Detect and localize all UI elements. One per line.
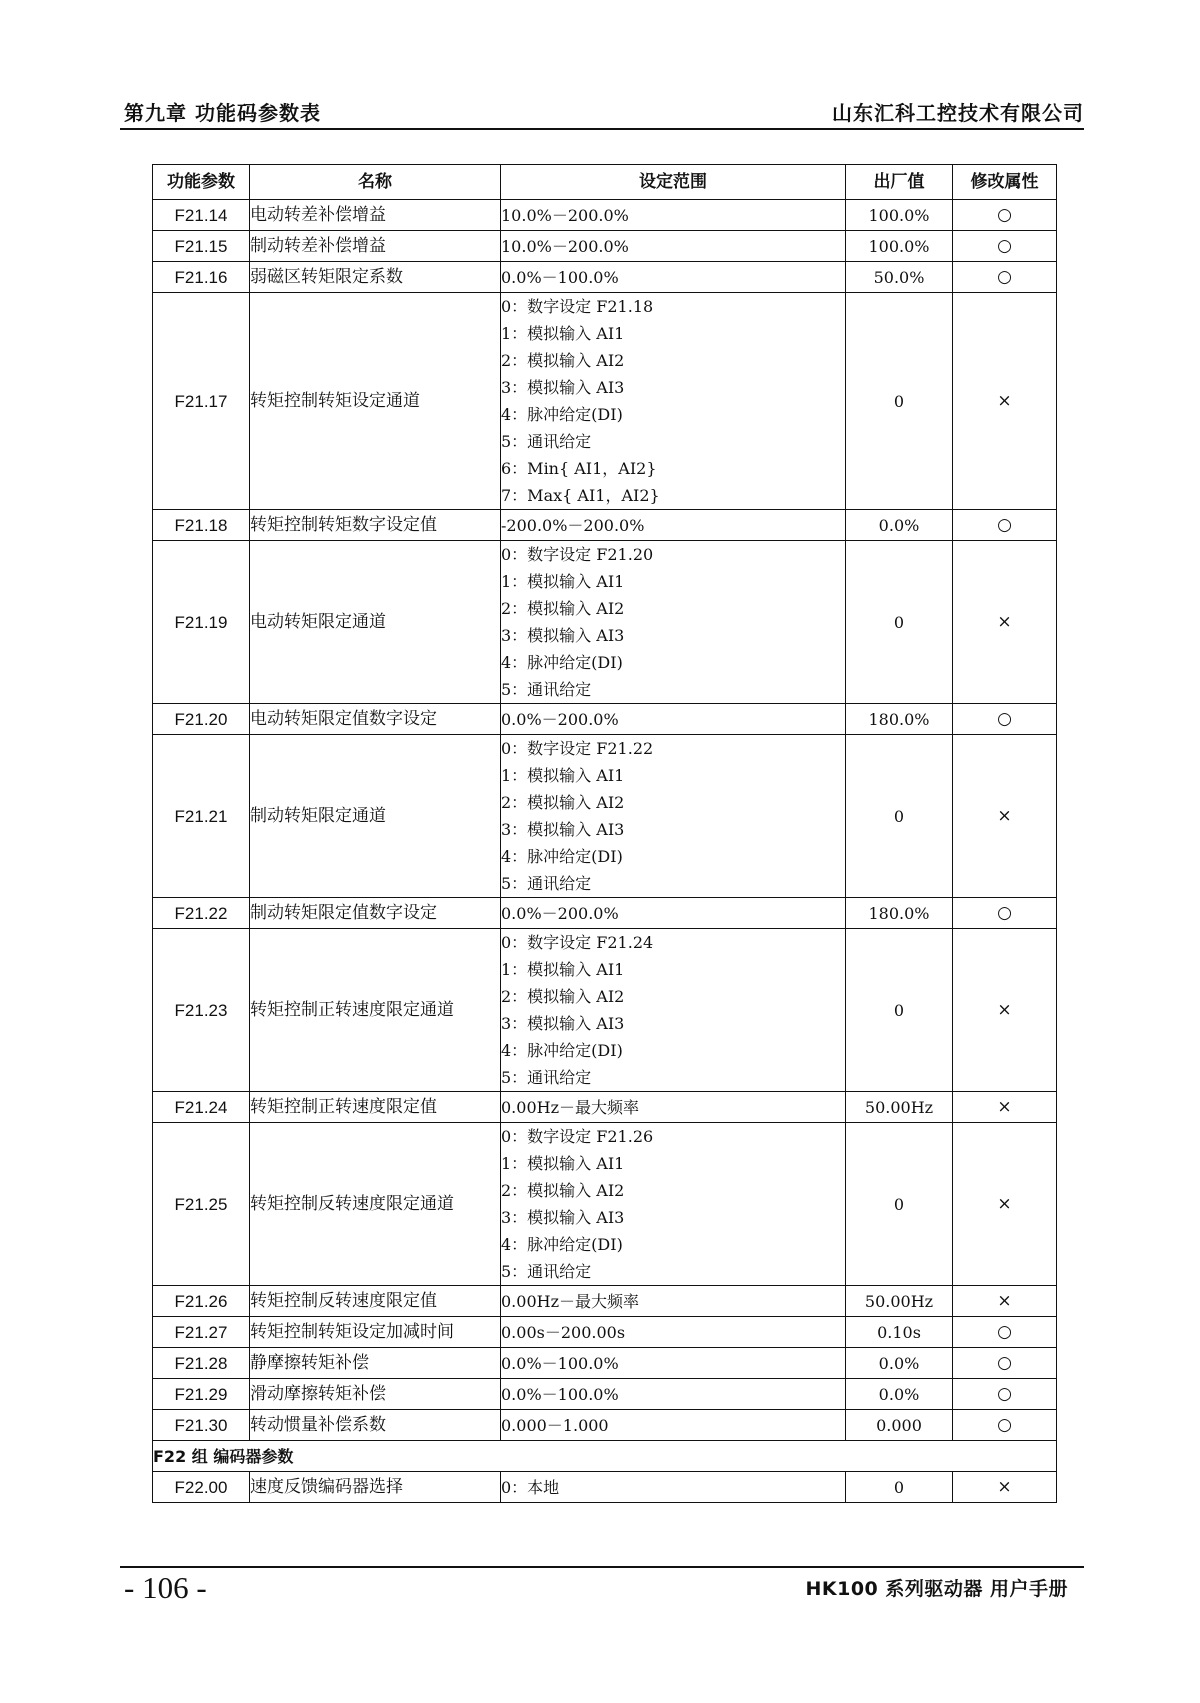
range-option: 4：脉冲给定(DI) [501, 1235, 623, 1254]
param-attribute: ○ [953, 262, 1057, 293]
table-header-row [153, 165, 1057, 200]
parameter-table [152, 164, 1057, 1503]
param-default: 50.00Hz [846, 1092, 953, 1123]
param-range [501, 1123, 846, 1286]
group-row [153, 1441, 1057, 1472]
param-name: 转矩控制反转速度限定通道 [250, 1123, 501, 1286]
param-range [501, 1379, 846, 1410]
param-range [501, 735, 846, 898]
param-code: F21.25 [153, 1123, 250, 1286]
param-range [501, 200, 846, 231]
column-header: 设定范围 [501, 165, 846, 200]
table-row [153, 1379, 1057, 1410]
param-name: 转矩控制转矩设定通道 [250, 293, 501, 510]
table-row [153, 293, 1057, 510]
range-option: 2：模拟输入 AI2 [501, 599, 625, 618]
param-name: 转矩控制转矩数字设定值 [250, 510, 501, 541]
range-option: 3：模拟输入 AI3 [501, 378, 625, 397]
param-code: F21.19 [153, 541, 250, 704]
param-code: F21.27 [153, 1317, 250, 1348]
table-row [153, 1410, 1057, 1441]
range-option: 4：脉冲给定(DI) [501, 653, 623, 672]
chapter-title: 第九章 功能码参数表 [124, 101, 321, 125]
param-default: 0 [846, 293, 953, 510]
param-attribute: × [953, 1286, 1057, 1317]
param-default: 180.0% [846, 704, 953, 735]
param-attribute: × [953, 1123, 1057, 1286]
param-attribute: ○ [953, 1348, 1057, 1379]
param-default: 100.0% [846, 200, 953, 231]
param-code: F21.22 [153, 898, 250, 929]
table-body [153, 200, 1057, 1441]
param-range [501, 898, 846, 929]
table-row [153, 704, 1057, 735]
range-option: 2：模拟输入 AI2 [501, 1181, 625, 1200]
range-option: 3：模拟输入 AI3 [501, 1208, 625, 1227]
param-default: 50.0% [846, 262, 953, 293]
range-option: 2：模拟输入 AI2 [501, 351, 625, 370]
range-option: 7：Max{ AI1，AI2} [501, 486, 660, 505]
param-range [501, 1472, 846, 1503]
param-default: 0.0% [846, 1379, 953, 1410]
company-name: 山东汇科工控技术有限公司 [832, 101, 1084, 125]
range-option: 3：模拟输入 AI3 [501, 820, 625, 839]
range-option: 0.00Hz－最大频率 [501, 1291, 640, 1311]
header-rule [120, 128, 1084, 130]
param-attribute: ○ [953, 231, 1057, 262]
table-row [153, 231, 1057, 262]
param-range [501, 704, 846, 735]
range-option: 5：通讯给定 [501, 432, 592, 451]
range-option: -200.0%－200.0% [501, 515, 645, 535]
table-row [153, 1472, 1057, 1503]
param-code: F21.14 [153, 200, 250, 231]
range-option: 5：通讯给定 [501, 1068, 592, 1087]
range-option: 4：脉冲给定(DI) [501, 847, 623, 866]
range-option: 2：模拟输入 AI2 [501, 793, 625, 812]
param-attribute: ○ [953, 1317, 1057, 1348]
table-row [153, 1092, 1057, 1123]
range-option: 0.0%－100.0% [501, 1353, 619, 1373]
group-label: F22 组 编码器参数 [153, 1441, 1057, 1472]
param-code: F21.16 [153, 262, 250, 293]
range-option: 0.00s－200.00s [501, 1322, 626, 1342]
param-name: 电动转矩限定值数字设定 [250, 704, 501, 735]
param-range [501, 510, 846, 541]
table-body [153, 1472, 1057, 1503]
param-default: 180.0% [846, 898, 953, 929]
param-code: F21.17 [153, 293, 250, 510]
param-attribute: ○ [953, 1379, 1057, 1410]
param-range [501, 231, 846, 262]
table-row [153, 1317, 1057, 1348]
param-range [501, 929, 846, 1092]
param-attribute: ○ [953, 1410, 1057, 1441]
param-code: F22.00 [153, 1472, 250, 1503]
param-attribute: ○ [953, 200, 1057, 231]
param-name: 滑动摩擦转矩补偿 [250, 1379, 501, 1410]
param-name: 电动转差补偿增益 [250, 200, 501, 231]
param-name: 转矩控制正转速度限定值 [250, 1092, 501, 1123]
param-code: F21.20 [153, 704, 250, 735]
param-attribute: × [953, 293, 1057, 510]
param-code: F21.15 [153, 231, 250, 262]
range-option: 0：数字设定 F21.20 [501, 545, 654, 564]
param-name: 弱磁区转矩限定系数 [250, 262, 501, 293]
range-option: 3：模拟输入 AI3 [501, 626, 625, 645]
param-attribute: × [953, 735, 1057, 898]
range-option: 1：模拟输入 AI1 [501, 1154, 625, 1173]
range-option: 0：数字设定 F21.22 [501, 739, 654, 758]
param-code: F21.29 [153, 1379, 250, 1410]
range-option: 0：数字设定 F21.24 [501, 933, 654, 952]
param-default: 0.000 [846, 1410, 953, 1441]
param-range [501, 1317, 846, 1348]
table-row [153, 1286, 1057, 1317]
range-option: 0：数字设定 F21.26 [501, 1127, 654, 1146]
footer-rule [120, 1566, 1084, 1568]
param-default: 0 [846, 735, 953, 898]
range-option: 0.0%－100.0% [501, 267, 619, 287]
range-option: 0.000－1.000 [501, 1415, 609, 1435]
column-header: 名称 [250, 165, 501, 200]
param-attribute: ○ [953, 704, 1057, 735]
range-option: 1：模拟输入 AI1 [501, 766, 625, 785]
param-code: F21.26 [153, 1286, 250, 1317]
param-default: 0.0% [846, 510, 953, 541]
range-option: 0.0%－200.0% [501, 709, 619, 729]
table-row [153, 1348, 1057, 1379]
param-name: 速度反馈编码器选择 [250, 1472, 501, 1503]
param-name: 转矩控制转矩设定加减时间 [250, 1317, 501, 1348]
param-default: 0 [846, 541, 953, 704]
param-default: 100.0% [846, 231, 953, 262]
param-attribute: ○ [953, 898, 1057, 929]
param-name: 制动转差补偿增益 [250, 231, 501, 262]
param-attribute: × [953, 929, 1057, 1092]
param-code: F21.23 [153, 929, 250, 1092]
range-option: 4：脉冲给定(DI) [501, 1041, 623, 1060]
param-code: F21.18 [153, 510, 250, 541]
table-row [153, 262, 1057, 293]
param-range [501, 1092, 846, 1123]
param-name: 静摩擦转矩补偿 [250, 1348, 501, 1379]
range-option: 1：模拟输入 AI1 [501, 960, 625, 979]
range-option: 1：模拟输入 AI1 [501, 324, 625, 343]
range-option: 10.0%－200.0% [501, 236, 629, 256]
range-option: 3：模拟输入 AI3 [501, 1014, 625, 1033]
param-default: 0 [846, 1123, 953, 1286]
param-attribute: × [953, 1472, 1057, 1503]
param-code: F21.24 [153, 1092, 250, 1123]
param-default: 0 [846, 1472, 953, 1503]
column-header: 出厂值 [846, 165, 953, 200]
param-name: 电动转矩限定通道 [250, 541, 501, 704]
range-option: 0：数字设定 F21.18 [501, 297, 654, 316]
param-code: F21.21 [153, 735, 250, 898]
manual-title: HK100 系列驱动器 用户手册 [805, 1578, 1068, 1600]
param-name: 制动转矩限定值数字设定 [250, 898, 501, 929]
range-option: 5：通讯给定 [501, 680, 592, 699]
table-row [153, 510, 1057, 541]
column-header: 修改属性 [953, 165, 1057, 200]
range-option: 0.0%－100.0% [501, 1384, 619, 1404]
param-default: 0 [846, 929, 953, 1092]
param-attribute: × [953, 541, 1057, 704]
range-option: 0.00Hz－最大频率 [501, 1097, 640, 1117]
param-range [501, 541, 846, 704]
table-row [153, 1123, 1057, 1286]
param-name: 转矩控制反转速度限定值 [250, 1286, 501, 1317]
group-section [153, 1441, 1057, 1472]
range-option: 1：模拟输入 AI1 [501, 572, 625, 591]
table-row [153, 200, 1057, 231]
param-range [501, 293, 846, 510]
range-option: 0：本地 [501, 1477, 560, 1497]
param-attribute: ○ [953, 510, 1057, 541]
column-header: 功能参数 [153, 165, 250, 200]
param-code: F21.30 [153, 1410, 250, 1441]
param-default: 50.00Hz [846, 1286, 953, 1317]
param-name: 转动惯量补偿系数 [250, 1410, 501, 1441]
table-row [153, 898, 1057, 929]
param-attribute: × [953, 1092, 1057, 1123]
page-number: - 106 - [124, 1570, 207, 1605]
param-name: 转矩控制正转速度限定通道 [250, 929, 501, 1092]
param-code: F21.28 [153, 1348, 250, 1379]
range-option: 4：脉冲给定(DI) [501, 405, 623, 424]
table-row [153, 735, 1057, 898]
range-option: 5：通讯给定 [501, 1262, 592, 1281]
table-row [153, 541, 1057, 704]
param-range [501, 262, 846, 293]
range-option: 6：Min{ AI1，AI2} [501, 459, 657, 478]
param-range [501, 1410, 846, 1441]
param-range [501, 1286, 846, 1317]
range-option: 5：通讯给定 [501, 874, 592, 893]
param-range [501, 1348, 846, 1379]
range-option: 0.0%－200.0% [501, 903, 619, 923]
range-option: 2：模拟输入 AI2 [501, 987, 625, 1006]
param-default: 0.0% [846, 1348, 953, 1379]
table-row [153, 929, 1057, 1092]
range-option: 10.0%－200.0% [501, 205, 629, 225]
param-name: 制动转矩限定通道 [250, 735, 501, 898]
param-default: 0.10s [846, 1317, 953, 1348]
